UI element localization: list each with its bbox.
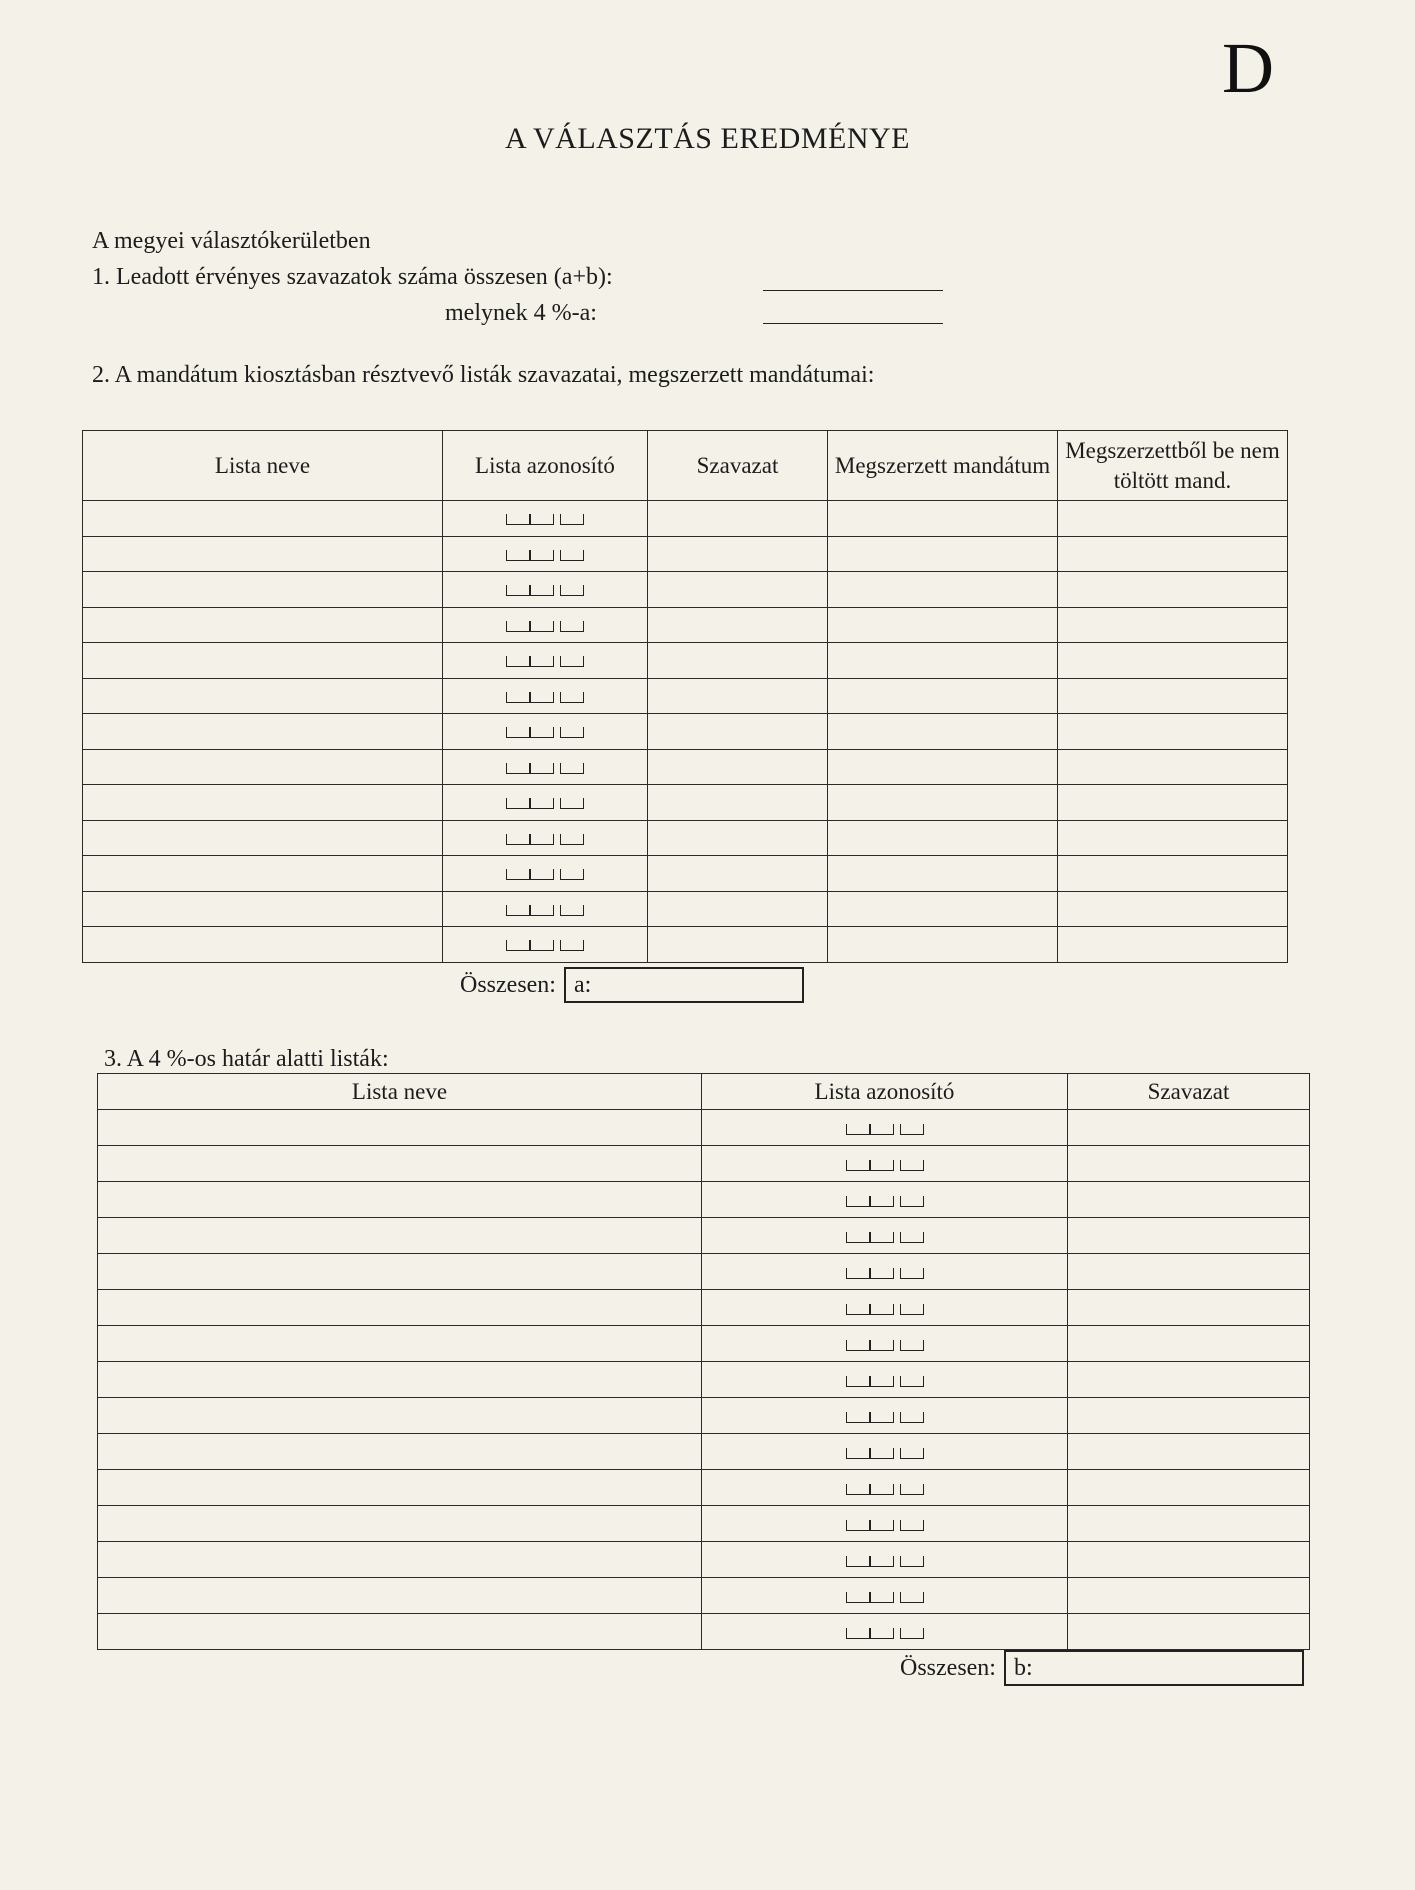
- mandate-lists-table: [82, 430, 1288, 963]
- table-row: [98, 1434, 1310, 1470]
- section3-total-box-label: b:: [1013, 1654, 1033, 1681]
- section3-cell[interactable]: [702, 1578, 1068, 1614]
- list-id-boxes[interactable]: [846, 1628, 924, 1639]
- below-threshold-table: [97, 1073, 1310, 1650]
- section2-cell[interactable]: [1058, 572, 1288, 608]
- list-id-boxes[interactable]: [846, 1340, 924, 1351]
- section3-cell[interactable]: [98, 1290, 702, 1326]
- section2-cell[interactable]: [83, 820, 443, 856]
- section2-cell[interactable]: [1058, 820, 1288, 856]
- section3-cell[interactable]: [1068, 1614, 1310, 1650]
- list-id-boxes[interactable]: [506, 798, 584, 809]
- col3-szavazat: Szavazat: [1068, 1074, 1310, 1110]
- table-row: [98, 1326, 1310, 1362]
- section2-cell[interactable]: [1058, 856, 1288, 892]
- list-id-boxes[interactable]: [846, 1556, 924, 1567]
- section3-cell[interactable]: [98, 1614, 702, 1650]
- section2-cell[interactable]: [1058, 927, 1288, 963]
- section3-cell[interactable]: [1068, 1542, 1310, 1578]
- section2-cell[interactable]: [1058, 536, 1288, 572]
- col-megszerzett-mandatum: Megszerzett mandátum: [828, 431, 1058, 501]
- section2-cell[interactable]: [83, 501, 443, 537]
- section3-cell[interactable]: [98, 1506, 702, 1542]
- col-lista-neve: Lista neve: [83, 431, 443, 501]
- section2-total-box[interactable]: [564, 967, 804, 1003]
- section2-cell[interactable]: [1058, 501, 1288, 537]
- col-lista-azonosito: Lista azonosító: [443, 431, 648, 501]
- section2-cell[interactable]: [648, 927, 828, 963]
- four-percent-label: melynek 4 %-a:: [445, 300, 597, 326]
- section3-cell[interactable]: [1068, 1110, 1310, 1146]
- section2-cell[interactable]: [1058, 643, 1288, 679]
- section2-cell[interactable]: [83, 927, 443, 963]
- table-row: [98, 1290, 1310, 1326]
- section2-cell[interactable]: [443, 927, 648, 963]
- section3-cell[interactable]: [98, 1254, 702, 1290]
- table-row: [83, 749, 1288, 785]
- section2-cell[interactable]: [828, 643, 1058, 679]
- list-id-boxes[interactable]: [846, 1592, 924, 1603]
- section3-cell[interactable]: [1068, 1254, 1310, 1290]
- section3-cell[interactable]: [702, 1398, 1068, 1434]
- section2-cell[interactable]: [83, 572, 443, 608]
- list-id-boxes[interactable]: [846, 1124, 924, 1135]
- section3-cell[interactable]: [702, 1110, 1068, 1146]
- section3-cell[interactable]: [1068, 1470, 1310, 1506]
- section2-cell[interactable]: [648, 536, 828, 572]
- section2-cell[interactable]: [828, 891, 1058, 927]
- section2-cell[interactable]: [443, 749, 648, 785]
- table-row: [98, 1146, 1310, 1182]
- list-id-boxes[interactable]: [846, 1268, 924, 1279]
- section3-cell[interactable]: [702, 1362, 1068, 1398]
- section3-cell[interactable]: [1068, 1506, 1310, 1542]
- section3-cell[interactable]: [702, 1146, 1068, 1182]
- section2-cell[interactable]: [443, 501, 648, 537]
- section2-cell[interactable]: [648, 820, 828, 856]
- section3-cell[interactable]: [98, 1326, 702, 1362]
- district-label: A megyei választókerületben: [92, 228, 371, 254]
- section2-cell[interactable]: [648, 678, 828, 714]
- section3-cell[interactable]: [1068, 1182, 1310, 1218]
- table-row: [83, 785, 1288, 821]
- section2-cell[interactable]: [828, 501, 1058, 537]
- section2-cell[interactable]: [828, 820, 1058, 856]
- section3-cell[interactable]: [1068, 1398, 1310, 1434]
- col3-lista-neve: Lista neve: [98, 1074, 702, 1110]
- section2-cell[interactable]: [83, 856, 443, 892]
- col3-lista-azonosito: Lista azonosító: [702, 1074, 1068, 1110]
- section2-cell[interactable]: [443, 678, 648, 714]
- section3-total-label: Összesen:: [900, 1654, 996, 1681]
- list-id-boxes[interactable]: [846, 1448, 924, 1459]
- section2-cell[interactable]: [443, 891, 648, 927]
- table-row: [98, 1218, 1310, 1254]
- section3-cell[interactable]: [98, 1434, 702, 1470]
- table-row: [83, 714, 1288, 750]
- col-szavazat: Szavazat: [648, 431, 828, 501]
- list-id-boxes[interactable]: [506, 514, 584, 525]
- table-row: [83, 891, 1288, 927]
- section3-cell[interactable]: [1068, 1146, 1310, 1182]
- section3-cell[interactable]: [702, 1434, 1068, 1470]
- section3-total-row: [900, 1650, 1304, 1686]
- table-row: [98, 1110, 1310, 1146]
- table-row: [83, 643, 1288, 679]
- section2-cell[interactable]: [648, 643, 828, 679]
- section2-cell[interactable]: [83, 785, 443, 821]
- section2-cell[interactable]: [828, 927, 1058, 963]
- total-votes-field[interactable]: [763, 290, 943, 291]
- section2-cell[interactable]: [1058, 749, 1288, 785]
- section2-cell[interactable]: [828, 785, 1058, 821]
- section2-cell[interactable]: [828, 678, 1058, 714]
- section3-cell[interactable]: [98, 1542, 702, 1578]
- section3-cell[interactable]: [1068, 1218, 1310, 1254]
- page-title: A VÁLASZTÁS EREDMÉNYE: [505, 122, 910, 155]
- section2-cell[interactable]: [83, 678, 443, 714]
- section2-cell[interactable]: [828, 536, 1058, 572]
- list-id-boxes[interactable]: [846, 1196, 924, 1207]
- list-id-boxes[interactable]: [506, 656, 584, 667]
- table-row: [83, 572, 1288, 608]
- list-id-boxes[interactable]: [506, 550, 584, 561]
- section2-cell[interactable]: [648, 501, 828, 537]
- table-row: [83, 536, 1288, 572]
- list-id-boxes[interactable]: [846, 1412, 924, 1423]
- section3-cell[interactable]: [98, 1146, 702, 1182]
- table-row: [98, 1542, 1310, 1578]
- section3-total-box[interactable]: [1004, 1650, 1304, 1686]
- section2-cell[interactable]: [443, 785, 648, 821]
- list-id-boxes[interactable]: [506, 585, 584, 596]
- section2-cell[interactable]: [83, 607, 443, 643]
- section3-heading: 3. A 4 %-os határ alatti listák:: [104, 1046, 389, 1072]
- table-row: [83, 607, 1288, 643]
- section2-heading: 2. A mandátum kiosztásban résztvevő listák szavazatai, megszerzett mandátumai:: [92, 362, 875, 388]
- section2-cell[interactable]: [83, 749, 443, 785]
- table-row: [98, 1470, 1310, 1506]
- section3-cell[interactable]: [702, 1470, 1068, 1506]
- section3-cell[interactable]: [702, 1254, 1068, 1290]
- table-row: [98, 1614, 1310, 1650]
- section2-cell[interactable]: [443, 820, 648, 856]
- list-id-boxes[interactable]: [506, 621, 584, 632]
- section2-cell[interactable]: [443, 536, 648, 572]
- section2-cell[interactable]: [83, 891, 443, 927]
- section2-cell[interactable]: [648, 749, 828, 785]
- section2-cell[interactable]: [1058, 714, 1288, 750]
- table-row: [98, 1506, 1310, 1542]
- list-id-boxes[interactable]: [506, 727, 584, 738]
- table-row: [83, 927, 1288, 963]
- section2-cell[interactable]: [828, 749, 1058, 785]
- section2-cell[interactable]: [648, 891, 828, 927]
- section3-cell[interactable]: [1068, 1434, 1310, 1470]
- section2-cell[interactable]: [443, 607, 648, 643]
- section2-cell[interactable]: [828, 714, 1058, 750]
- table-row: [83, 856, 1288, 892]
- total-votes-label: 1. Leadott érvényes szavazatok száma összesen (a+b):: [92, 264, 613, 290]
- section2-cell[interactable]: [828, 607, 1058, 643]
- list-id-boxes[interactable]: [506, 869, 584, 880]
- table-row: [98, 1578, 1310, 1614]
- section3-cell[interactable]: [702, 1182, 1068, 1218]
- section2-cell[interactable]: [443, 714, 648, 750]
- section3-cell[interactable]: [702, 1218, 1068, 1254]
- list-id-boxes[interactable]: [846, 1232, 924, 1243]
- section2-cell[interactable]: [1058, 785, 1288, 821]
- list-id-boxes[interactable]: [846, 1520, 924, 1531]
- table-row: [98, 1398, 1310, 1434]
- list-id-boxes[interactable]: [506, 763, 584, 774]
- section3-cell[interactable]: [98, 1470, 702, 1506]
- list-id-boxes[interactable]: [846, 1376, 924, 1387]
- table-row: [98, 1254, 1310, 1290]
- table-row: [83, 501, 1288, 537]
- section3-cell[interactable]: [98, 1362, 702, 1398]
- form-letter: D: [1222, 28, 1274, 108]
- section3-cell[interactable]: [98, 1398, 702, 1434]
- section2-cell[interactable]: [83, 643, 443, 679]
- section2-cell[interactable]: [648, 856, 828, 892]
- section2-cell[interactable]: [648, 607, 828, 643]
- four-percent-field[interactable]: [763, 323, 943, 324]
- section3-cell[interactable]: [1068, 1290, 1310, 1326]
- section3-cell[interactable]: [98, 1578, 702, 1614]
- section2-total-row: [460, 967, 804, 1003]
- section3-cell[interactable]: [702, 1614, 1068, 1650]
- list-id-boxes[interactable]: [846, 1304, 924, 1315]
- section3-cell[interactable]: [1068, 1326, 1310, 1362]
- section2-total-label: Összesen:: [460, 971, 556, 998]
- section3-cell[interactable]: [702, 1326, 1068, 1362]
- section2-cell[interactable]: [648, 572, 828, 608]
- table-row: [83, 678, 1288, 714]
- table-row: [83, 820, 1288, 856]
- list-id-boxes[interactable]: [506, 834, 584, 845]
- list-id-boxes[interactable]: [506, 940, 584, 951]
- list-id-boxes[interactable]: [846, 1484, 924, 1495]
- section3-cell[interactable]: [702, 1290, 1068, 1326]
- section3-cell[interactable]: [702, 1506, 1068, 1542]
- list-id-boxes[interactable]: [506, 692, 584, 703]
- section2-cell[interactable]: [83, 536, 443, 572]
- section2-total-box-label: a:: [573, 971, 592, 998]
- section2-cell[interactable]: [443, 643, 648, 679]
- section2-cell[interactable]: [1058, 607, 1288, 643]
- section2-cell[interactable]: [443, 856, 648, 892]
- section2-cell[interactable]: [648, 714, 828, 750]
- table-row: [98, 1362, 1310, 1398]
- col-be-nem-toltott: Megszerzettből be nem töltött mand.: [1058, 431, 1288, 501]
- section3-cell[interactable]: [98, 1110, 702, 1146]
- section3-cell[interactable]: [98, 1218, 702, 1254]
- section3-cell[interactable]: [1068, 1362, 1310, 1398]
- section3-cell[interactable]: [1068, 1578, 1310, 1614]
- section2-cell[interactable]: [648, 785, 828, 821]
- section3-cell[interactable]: [98, 1182, 702, 1218]
- list-id-boxes[interactable]: [506, 905, 584, 916]
- section2-cell[interactable]: [828, 856, 1058, 892]
- section3-cell[interactable]: [702, 1542, 1068, 1578]
- section2-cell[interactable]: [828, 572, 1058, 608]
- table-row: [98, 1182, 1310, 1218]
- section2-cell[interactable]: [1058, 891, 1288, 927]
- list-id-boxes[interactable]: [846, 1160, 924, 1171]
- section2-cell[interactable]: [1058, 678, 1288, 714]
- section2-cell[interactable]: [443, 572, 648, 608]
- section2-cell[interactable]: [83, 714, 443, 750]
